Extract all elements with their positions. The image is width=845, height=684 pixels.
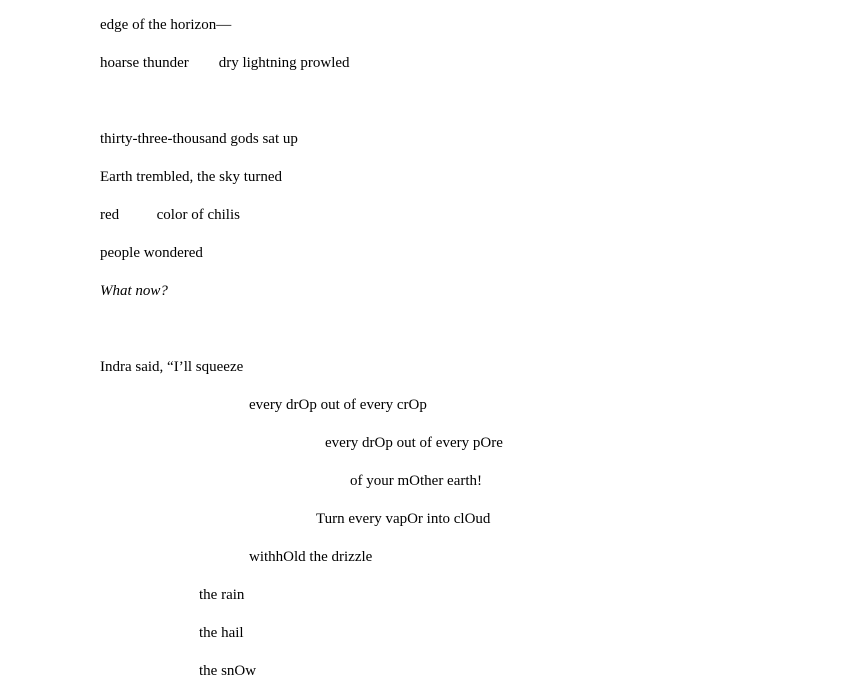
poem-line-14: the rain [199, 587, 245, 603]
poem-line-10: every drOp out of every pOre [325, 435, 503, 451]
poem-line-2: hoarse thunder dry lightning prowled [100, 55, 350, 71]
poem-line-8: Indra said, “I’ll squeeze [100, 359, 244, 375]
poem-line-3: thirty-three-thousand gods sat up [100, 131, 298, 147]
poem-line-11: of your mOther earth! [350, 473, 483, 489]
poem-line-13: withhOld the drizzle [249, 549, 373, 565]
poem-line-12: Turn every vapOr into clOud [316, 511, 491, 527]
poem-line-7: What now? [100, 283, 168, 299]
poem-line-1: edge of the horizon— [100, 17, 232, 33]
poem-line-15: the hail [199, 625, 244, 641]
poem-line-16: the snOw [199, 663, 257, 679]
poem-line-5: red color of chilis [100, 207, 240, 223]
poem-line-4: Earth trembled, the sky turned [100, 169, 283, 185]
poem-line-9: every drOp out of every crOp [249, 397, 427, 413]
poem-line-6: people wondered [100, 245, 203, 261]
